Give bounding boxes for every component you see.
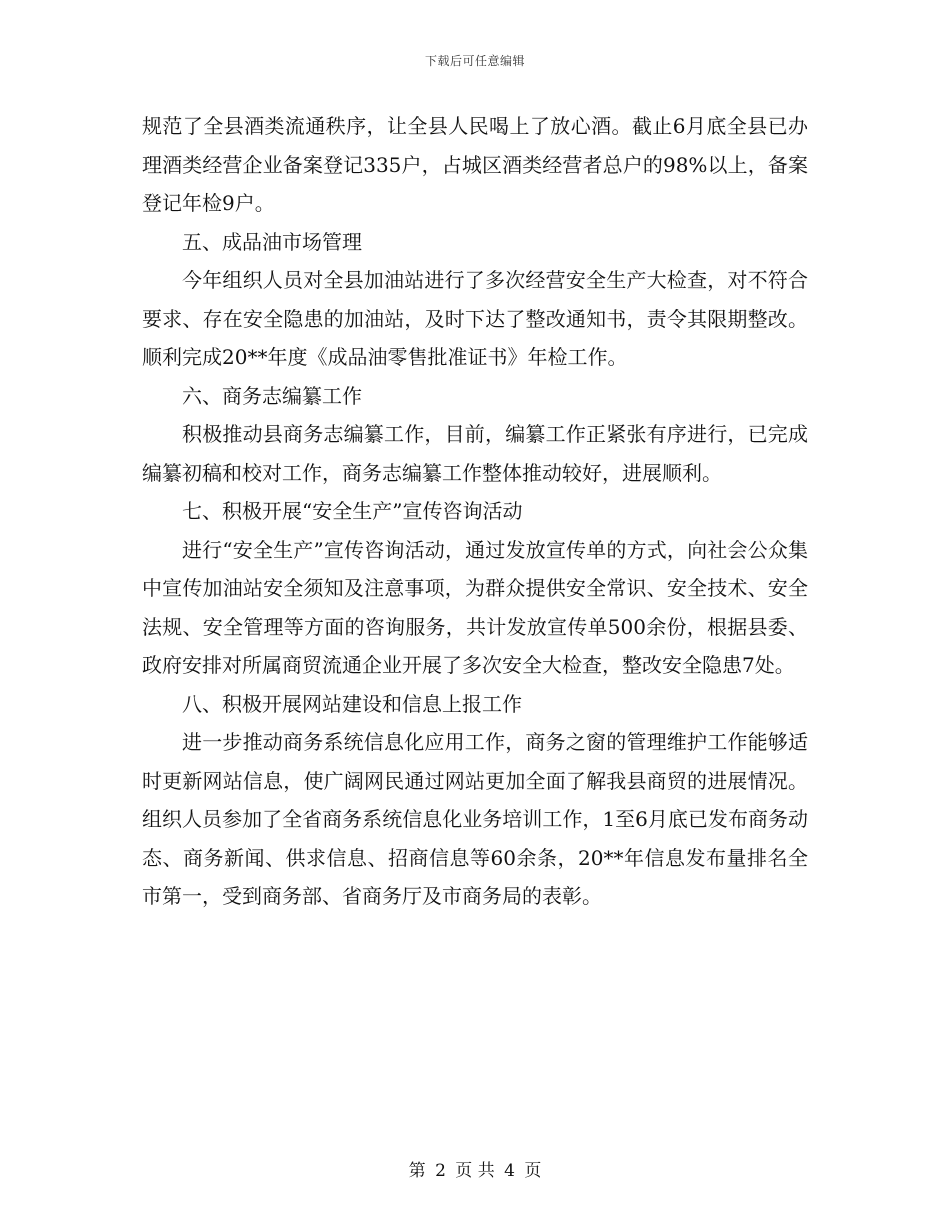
document-body: [142, 107, 808, 916]
footer-middle: 页 共: [455, 1161, 495, 1181]
footer-total-pages: 4: [504, 1161, 515, 1181]
footer-page-number: 2: [435, 1161, 446, 1181]
section-heading-5: 五、成品油市场管理: [182, 229, 362, 254]
page-header: 下载后可任意编辑: [424, 54, 525, 68]
paragraph-oil-market: 今年组织人员对全县加油站进行了多次经营安全生产大检查，对不符合要求、存在安全隐患的加油站，及时下达了整改通知书，责令其限期整改。顺利完成20**年度《成品油零售批准证书》年检工作。: [142, 268, 808, 369]
paragraph-website-info: 进一步推动商务系统信息化应用工作，商务之窗的管理维护工作能够适时更新网站信息，使广阔网民通过网站更加全面了解我县商贸的进展情况。组织人员参加了全省商务系统信息化业务培训工作，1至6月底已发布商务动态、商务新闻、供求信息、招商信息等60余条，20**年信息发布量排名全市第一，受到商务部、省商务厅及市商务局的表彰。: [142, 730, 808, 908]
paragraph-continuation: 规范了全县酒类流通秩序，让全县人民喝上了放心酒。截止6月底全县已办理酒类经营企业备案登记335户，占城区酒类经营者总户的98%以上，备案登记年检9户。: [142, 114, 808, 215]
section-heading-8: 八、积极开展网站建设和信息上报工作: [182, 691, 522, 716]
page-footer: [0, 1156, 950, 1181]
footer-suffix: 页: [524, 1161, 542, 1181]
section-heading-7: 七、积极开展“安全生产”宣传咨询活动: [182, 499, 523, 523]
footer-prefix: 第: [408, 1161, 426, 1181]
paragraph-safety-campaign: 进行“安全生产”宣传咨询活动，通过发放宣传单的方式，向社会公众集中宣传加油站安全须知及注意事项，为群众提供安全常识、安全技术、安全法规、安全管理等方面的咨询服务，共计发放宣传单500余份，根据县委、政府安排对所属商贸流通企业开展了多次安全大检查，整改安全隐患7处。: [142, 537, 808, 677]
paragraph-commerce-annals: 积极推动县商务志编纂工作，目前，编纂工作正紧张有序进行，已完成编纂初稿和校对工作，商务志编纂工作整体推动较好，进展顺利。: [142, 422, 808, 485]
section-heading-6: 六、商务志编纂工作: [182, 383, 362, 408]
